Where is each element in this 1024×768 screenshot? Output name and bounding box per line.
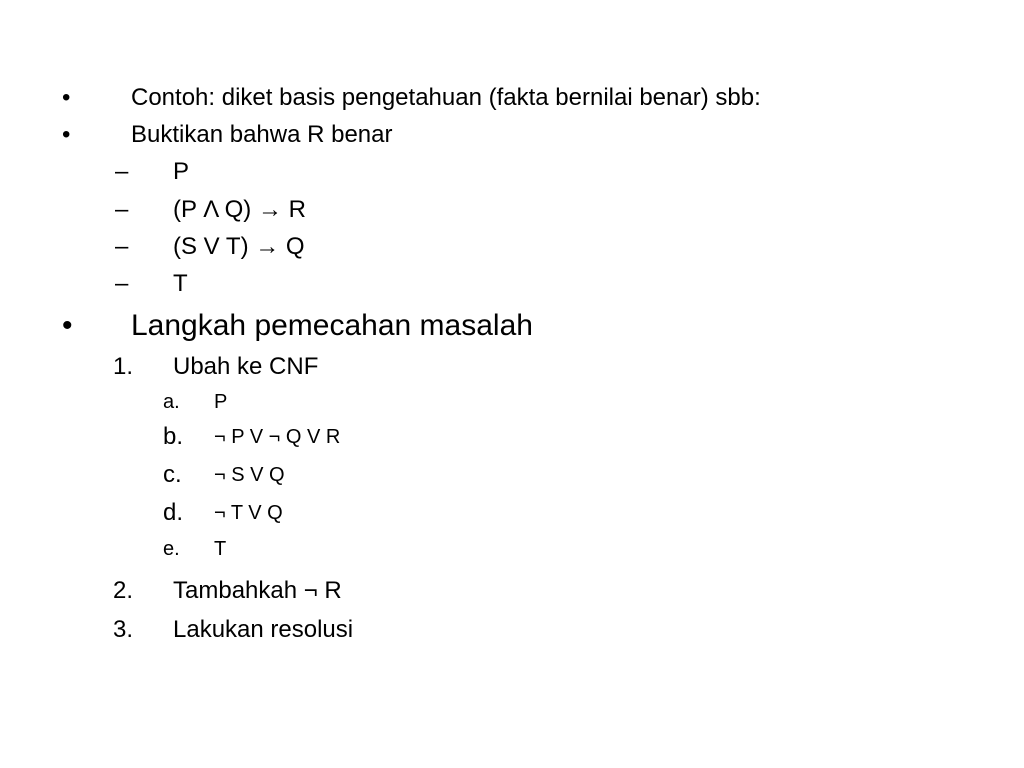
bullet-marker: •	[62, 84, 71, 111]
clause-text: ¬ S V Q	[214, 464, 285, 486]
clause-letter: b.	[163, 423, 184, 450]
fact-text: (P Λ Q) → R	[173, 196, 306, 223]
bullet-text: Contoh: diket basis pengetahuan (fakta bernilai benar) sbb:	[131, 84, 761, 111]
step-text: Ubah ke CNF	[173, 353, 319, 380]
clause-text: ¬ T V Q	[214, 502, 283, 524]
bullet-marker: •	[62, 121, 71, 148]
clause-letter: c.	[163, 461, 182, 488]
bullet-text: Buktikan bahwa R benar	[131, 121, 393, 148]
step-number: 1.	[113, 353, 134, 380]
clause-letter: e.	[163, 538, 180, 560]
steps-heading-text: Langkah pemecahan masalah	[131, 309, 533, 342]
step-text: Lakukan resolusi	[173, 616, 354, 643]
clause-text: P	[214, 391, 228, 413]
dash-marker: –	[115, 158, 129, 185]
clause-letter: d.	[163, 499, 184, 526]
clause-letter: a.	[163, 391, 180, 413]
clause-text: ¬ P V ¬ Q V R	[214, 426, 341, 448]
step-number: 2.	[113, 577, 134, 604]
fact-text: P	[173, 158, 190, 185]
clause-text: T	[214, 538, 227, 560]
bullet-marker: •	[62, 309, 73, 342]
fact-text: (S V T) → Q	[173, 233, 305, 260]
dash-marker: –	[115, 233, 129, 260]
step-text: Tambahkah ¬ R	[173, 577, 342, 604]
fact-text: T	[173, 270, 188, 297]
dash-marker: –	[115, 196, 129, 223]
dash-marker: –	[115, 270, 129, 297]
step-number: 3.	[113, 616, 134, 643]
